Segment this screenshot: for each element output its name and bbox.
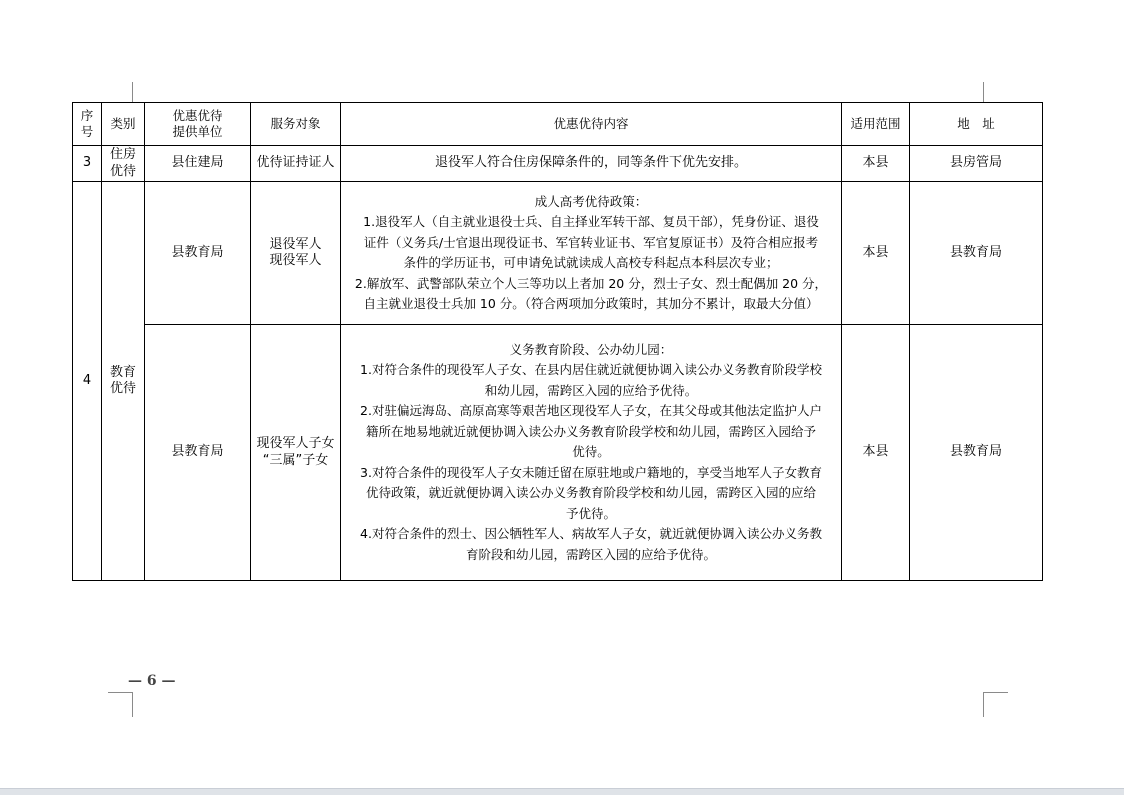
category-line1: 教育	[109, 364, 136, 380]
cell-target	[251, 182, 341, 325]
header-scope: 适用范围	[842, 103, 910, 146]
content-line: 3.对符合条件的现役军人子女未随迁留在原驻地或户籍地的，享受当地军人子女教育	[360, 464, 822, 480]
cell-category	[102, 182, 145, 581]
content-line: 自主就业退役士兵加 10 分。（符合两项加分政策时，其加分不累计，取最大分值）	[363, 296, 819, 311]
cell-provider: 县教育局	[145, 325, 251, 581]
header-address: 地 址	[910, 103, 1043, 146]
crop-mark-top-right	[983, 82, 1008, 103]
cell-provider: 县住建局	[145, 146, 251, 182]
cell-category	[102, 146, 145, 182]
crop-mark-bottom-right	[983, 692, 1008, 717]
content-line: 2.对驻偏远海岛、高原高寒等艰苦地区现役军人子女，在其父母或其他法定监护人户	[360, 403, 822, 419]
page-number: — 6 —	[128, 673, 176, 689]
content-line: 育阶段和幼儿园，需跨区入园的应给予优待。	[465, 546, 716, 562]
content-line: 成人高考优待政策：	[534, 193, 648, 209]
cell-content	[341, 182, 842, 325]
table-header-row	[73, 103, 1043, 146]
header-category: 类别	[102, 103, 145, 146]
content-line: 籍所在地易地就近就便协调入读公办义务教育阶段学校和幼儿园，需跨区入园给予	[365, 423, 816, 439]
cell-content	[341, 325, 842, 581]
target-line2: “三属”子女	[262, 452, 329, 468]
content-line: 和幼儿园，需跨区入园的应给予优待。	[484, 382, 698, 398]
cell-scope: 本县	[842, 325, 910, 581]
cell-seq: 4	[73, 182, 102, 581]
target-line1: 现役军人子女	[256, 436, 335, 452]
cell-scope: 本县	[842, 182, 910, 325]
cell-scope: 本县	[842, 146, 910, 182]
crop-mark-top-left	[108, 82, 133, 103]
content-line: 义务教育阶段、公办幼儿园：	[509, 341, 673, 357]
preferential-policy-table	[72, 102, 1043, 581]
content-line: 证件（义务兵/士官退出现役证书、军官转业证书、军官复原证书）及符合相应报考	[363, 234, 819, 250]
table-row	[73, 182, 1043, 325]
category-line1: 住房	[109, 147, 136, 163]
content-line: 优待政策，就近就便协调入读公办义务教育阶段学校和幼儿园，需跨区入园的应给	[365, 485, 816, 501]
target-line2: 现役军人	[269, 253, 322, 268]
crop-mark-bottom-left	[108, 692, 133, 717]
content-line: 2.解放军、武警部队荣立个人三等功以上者加 20 分，烈士子女、烈士配偶加 20 分，	[354, 275, 828, 291]
table-row	[73, 146, 1043, 182]
header-provider-line2: 提供单位	[172, 124, 223, 139]
cell-target: 优待证持证人	[251, 146, 341, 182]
table-row	[73, 325, 1043, 581]
category-line2: 优待	[109, 163, 136, 179]
content-line: 优待。	[572, 444, 610, 460]
content-line: 予优待。	[565, 505, 616, 521]
cell-address: 县教育局	[910, 325, 1043, 581]
header-seq-line2: 号	[80, 124, 94, 139]
cell-provider: 县教育局	[145, 182, 251, 325]
header-provider-line1: 优惠优待	[172, 108, 223, 124]
cell-address: 县教育局	[910, 182, 1043, 325]
category-line2: 优待	[109, 381, 136, 396]
content-line: 1.退役军人（自主就业退役士兵、自主择业军转干部、复员干部），凭身份证、退役	[363, 214, 819, 229]
header-content: 优惠优待内容	[341, 103, 842, 146]
target-line1: 退役军人	[269, 236, 322, 252]
header-provider	[145, 103, 251, 146]
content-line: 4.对符合条件的烈士、因公牺牲军人、病故军人子女，就近就便协调入读公办义务教	[360, 526, 822, 542]
cell-target	[251, 325, 341, 581]
header-seq	[73, 103, 102, 146]
content-line: 条件的学历证书，可申请免试就读成人高校专科起点本科层次专业；	[403, 255, 779, 270]
header-target: 服务对象	[251, 103, 341, 146]
content-line: 1.对符合条件的现役军人子女、在县内居住就近就便协调入读公办义务教育阶段学校	[360, 362, 822, 378]
header-seq-line1: 序	[80, 108, 94, 124]
cell-address: 县房管局	[910, 146, 1043, 182]
cell-content: 退役军人符合住房保障条件的，同等条件下优先安排。	[341, 146, 842, 182]
cell-seq: 3	[73, 146, 102, 182]
